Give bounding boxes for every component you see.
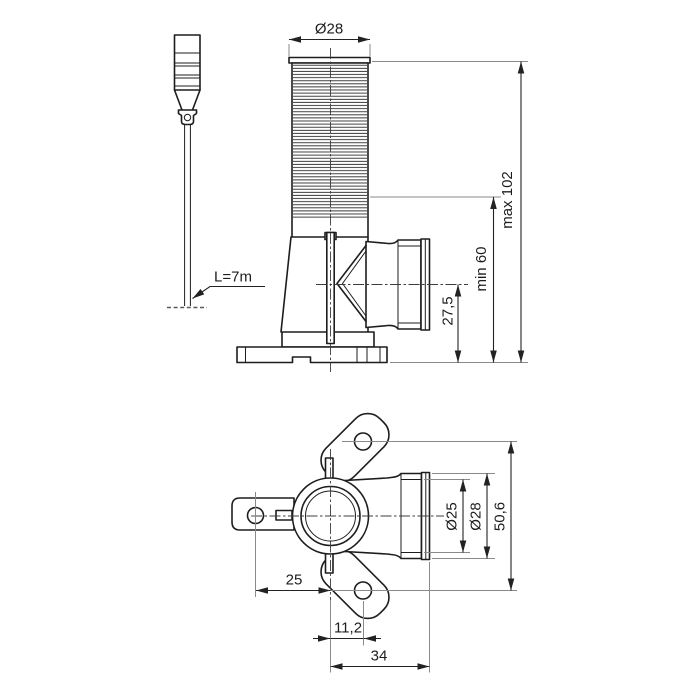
- cylinder-top-cap: [289, 58, 370, 64]
- tab-key: [276, 511, 292, 521]
- dim-label-ear-offset: 11,2: [333, 619, 363, 637]
- cable-length-callout: [193, 269, 266, 299]
- dim-label-port-extent: 34: [370, 647, 388, 665]
- cable-connector-assembly: [167, 35, 265, 308]
- dimension-port-inner-diameter: [424, 480, 470, 553]
- dimension-top-diameter: [289, 21, 370, 57]
- dim-label-hole-to-center: 25: [285, 571, 303, 589]
- dim-label-port-inner-dia: Ø25: [443, 502, 461, 531]
- dimension-port-center-height: [440, 285, 459, 363]
- side-view: [167, 21, 528, 373]
- base-plate: [237, 347, 387, 363]
- leader-arrow: [193, 287, 266, 299]
- inlet-cone: [337, 246, 366, 322]
- connector-cable: [185, 125, 191, 307]
- dim-label-top-diameter: Ø28: [314, 20, 344, 38]
- dim-label-max-height: max 102: [499, 171, 516, 229]
- dim-label-min-height: min 60: [473, 246, 490, 292]
- body-left-edge: [281, 237, 291, 332]
- dim-label-ear-span: 50,6: [491, 501, 509, 532]
- dim-label-port-outer-dia: Ø28: [467, 502, 485, 531]
- cable-gland: [179, 110, 197, 125]
- cable-length-label: L=7m: [214, 268, 252, 286]
- connector-taper-right: [193, 90, 201, 110]
- mounting-flange: [237, 332, 387, 363]
- plan-view: [232, 406, 517, 672]
- cylinder-ribs: [293, 65, 367, 219]
- ribbed-cylinder: [289, 58, 370, 238]
- connector-taper-left: [175, 90, 183, 110]
- dim-label-port-center-height: 27,5: [439, 296, 457, 326]
